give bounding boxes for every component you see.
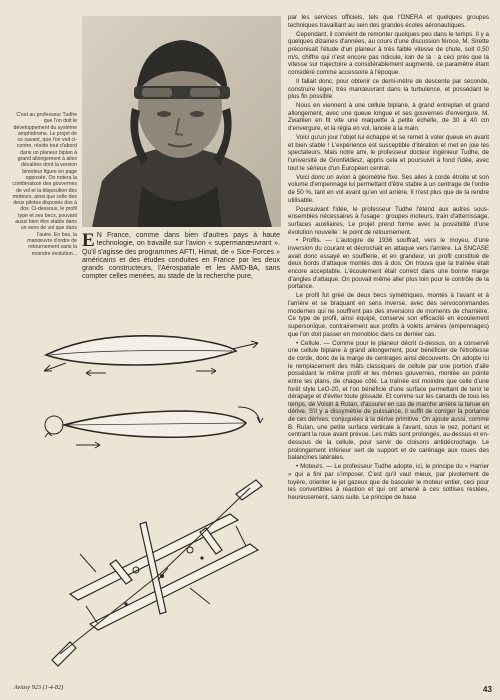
footer-issue: Aviasy 923 (1-4-82) [14, 684, 64, 691]
paragraph: Cependant, il convient de remonter quelques peu dans le temps. Il y a quelques dizaines d'années, au cours d'une discussion féroce, M. Sirette préconisait l'étude d'un planeur à très faible vitesse de chute, soit 0,50 m/s, chiffre qui n'est encore pas ridicule, loin de là : à ceci près que la vitesse sur trajectoire a considérablement augmenté, ce paramètre étant considéré comme accessoire à l'époque. [288, 30, 489, 76]
paragraph: • Moteurs. — Le professeur Tudhe adopte, ici, le principe du « Harrier » qui a fini par s'imposer. C'est qu'il vaut mieux, par pivotement de tuyère, orienter le jet gazeux que de basculer le moteur entier, ceci pour les convertibles à réaction et qui ont amené à ces sottises restées, heureusement, sans suite. Le principe de base [288, 463, 489, 501]
article-body [288, 14, 489, 503]
drop-cap: E [82, 230, 95, 251]
paragraph: • Cellule. — Comme pour le planeur décrit ci-dessus, on a conservé une cellule biplane à grand allongement, pour bénéficier de l'étroitesse de corde, donc de la marge de centrages ainsi découverts. On adopte ici le remplacement des mâts classiques de cellule par une portion d'aile possédant le même profil et les mêmes gouvernes, montée en pointe entre les plans, de chaque côté. La traînée est moindre que celle d'une forêt style LeO-20, et l'on bénéficie d'une surface permettant de tenir le dérapage et d'éviter toute glissade. Et comme sur les canards de tous les temps, de Voisin à Rutan, d'assurer en cas de marche arrière la tenue en dérive. S'il y a dissymétrie de puissance, il suffit de corriger la portance de ces dérives, conjuguées à la dérive primitive. On ajoute aussi, comme B. Rutan, une petite surface verticale à l'avant, sous le nez, portant et centrant la roue avant prévue. Les mâts sont prolongés, au-dessus et en-dessous de la cellule, pour servir de cloisons antidécrochage. Le prolongement inférieur sert de support et de carénage aux roues des balancines latérales. [288, 339, 490, 462]
paragraph: Nous en viennent à une cellule biplane, à grand entreplan et grand allongement, avec une queue longue et ses gouvernes d'envergure. M. Zwahlen en fit vite une maquette à petite échelle, de 30 à 40 cm d'envergure, et la régla en vol, lancée à la main. [288, 102, 489, 133]
intro-paragraph [82, 232, 280, 282]
intro-text: N France, comme dans bien d'autres pays à haute technologie, on travaille sur l'avion « supermanœuvrant ». Qu'il s'agisse des programmes AFTI, Himat, de « Sice-Forces » américains et des études conduites en France par les deux grands constructeurs, l'Aérospatiale et les AMD-BA, sans compter celles menées, au stade de la recherche pure, [82, 232, 280, 281]
paragraph: Voici qu'un jour l'objet lui échappe et se remet à voler queue en avant et bien stable ! L'expérience est susceptible d'itération et met en joie les spectateurs. Mais notre ami, le professeur docteur ingénieur Tudhe, de l'université de Gronfeldesz, appris cela et poursuivit à fond l'idée, avec tout le sérieux d'un Européen central. [288, 134, 489, 172]
paragraph: par les services officiels, tels que l'ONERA et quelques groupes techniques travaillant au sein des grandes écoles aéronautiques. [288, 14, 489, 29]
page-number: 43 [483, 685, 492, 694]
paragraph: Poursuivant l'idée, le professeur Tudhe l'étend aux autres sous-ensembles nécessaires à l'usage : groupes moteurs, train d'atterrissage, surfaces auxiliaires. Le projet prend forme avec la possibilité d'une évolution nouvelle : le point de retournement. [288, 205, 489, 236]
paragraph: • Profils. — L'autogire de 1936 souffrait, vers le moyeu, d'une inversion du courant et décrochait en attaque vers l'arrière. La SNCASE avait donc essayé en soufflerie, et en grandeur, un profil constitué de deux bords d'attaque montés dos à dos. On trouva que la traînée était encore acceptable. L'écoulement était correct dans une bonne marge d'angles d'attaque. On pouvait même aller plus loin pour le contrôle de la portance. [288, 237, 489, 291]
airfoil-profile-diagram [36, 325, 270, 381]
paragraph: Le profil fut gréé de deux becs symétriques, montés à l'avant et à l'arrière et se braquant en sens inverse, avec des servocommandes modernes qui ne souffrent pas des inversions de moments de charnière. Ce type de profil, ainsi équipé, conserve son efficacité en écoulement supersonique, contrairement aux profils à volets arrières (empennages) que l'on doit passer en monobloc dans ce dernier cas. [288, 292, 489, 338]
paragraph: Voici donc un avion à géométrie fixe. Ses ailes à corde étroite et son volume d'empennage lui permettant d'être stable à un centrage de l'ordre de 50 %, tant en vol avant qu'en vol arrière. Il n'est plus que de la rendre utilisable. [288, 173, 489, 204]
paragraph: Il fallait donc, pour obtenir ce demi-mètre de descente par seconde, construire léger, très manœuvrant dans la turbulence, et possédant le plus fin possible. [288, 77, 489, 101]
portrait-photo [82, 16, 281, 227]
reversed-airfoil-diagram [36, 395, 270, 453]
biplane-aircraft-drawing [40, 454, 280, 694]
photo-caption: C'est au professeur Tudhe que l'on doit le développement du système amphidrome. Le projet de ce savant, que l'on voit ci-contre, réside tout d'abord dans un planeur biplan à grand allongement à ailes décalées dont la version bimoteur figure en page opposée. On notera la combinaison des gouvernes de vol et la disposition des moteurs, ainsi que celle des deux pilotes disposés dos à dos. Ci-dessous, le profil type et ses becs, pouvant aussi bien être stable dans un sens de vol que dans l'autre. En bas, la manœuvre d'ordre de retournement sans la moindre évolution... [12, 112, 77, 257]
